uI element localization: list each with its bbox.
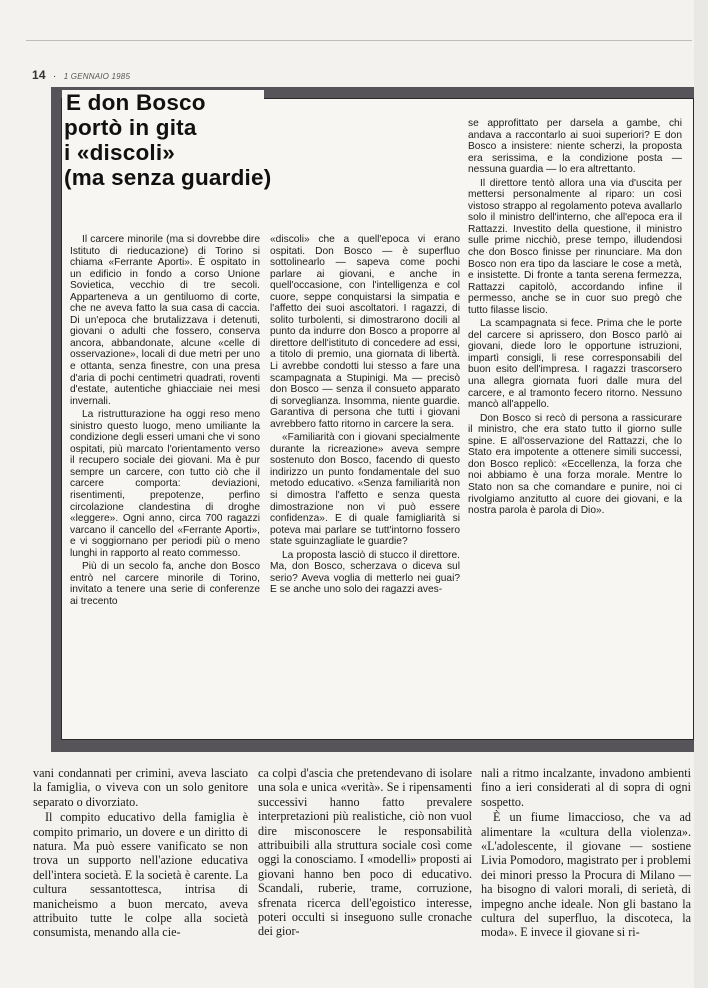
issue-date: 1 GENNAIO 1985 [63, 72, 131, 81]
headline-line: i «discoli» [64, 140, 175, 165]
box-column-1 [70, 234, 260, 610]
paragraph: nali a ritmo incalzante, invadono ambienti fino a ieri considerati al di sopra di ogni sospetto. [481, 766, 691, 809]
page-number: 14 [32, 68, 46, 82]
paragraph: Don Bosco si recò di persona a rassicurare il ministro, che era stato tutto il giorno sulle spine. E all'osservazione del Rattazzi, che lo Stato era impotente a ottenere simili successi, don Bosco replicò: «Eccellenza, la forza che noi abbiamo è una forza morale. Mentre lo Stato non sa che comandare e punire, noi ci rivolgiamo anzitutto al cuore dei giovani, e la nostra parola è parola di Dio». [468, 412, 682, 517]
paragraph: Più di un secolo fa, anche don Bosco entrò nel carcere minorile di Torino, invitato a tenere una serie di conferenze ai trecento [70, 561, 260, 607]
headline-line: E don Bosco [62, 90, 264, 115]
paragraph: se approfittato per darsela a gambe, chi andava a raccontarlo ai suoi superiori? E don Bosco a insistere: niente scherzi, la proposta era serissima, e la condizione posta — nessuna guardia — lo era altrettanto. [468, 118, 682, 176]
headline [64, 90, 272, 190]
page-header [32, 68, 130, 82]
paragraph: ca colpi d'ascia che pretendevano di isolare una sola e unica «verità». Se i ripensamenti successivi hanno fatto prevalere interpretazioni più realistiche, ciò non vuol dire misconoscere le responsabilità attribuibili alla struttura sociale così come oggi la conosciamo. I «modelli» proposti ai giovani hanno ben poco di educativo. Scandali, ruberie, trame, corruzione, sfrenata ricerca dell'egoistico interesse, poteri occulti si inseguono sulle cronache dei gior- [258, 766, 472, 939]
paragraph: Il direttore tentò allora una via d'uscita per mettersi personalmente al riparo: un così vistoso strappo al regolamento poteva avallarlo solo il ministro dell'interno, che all'epoca era il Rattazzi. Investito della questione, il ministro sulle prime nicchiò, prese tempo, illudendosi che don Bosco finisse per rinunciare. Ma don Bosco non era tipo da lasciare le cose a metà, e insistette. Di fronte a tanta serena fermezza, Rattazzi capitolò, accordando infine il permesso, anche se in cuor suo pregò che tutto filasse liscio. [468, 177, 682, 316]
body-column-1 [33, 766, 248, 941]
paragraph: vani condannati per crimini, aveva lasciato la famiglia, o viveva con un solo genitore separato o divorziato. [33, 766, 248, 809]
header-separator: · [52, 70, 57, 82]
paragraph: «discoli» che a quell'epoca vi erano ospitati. Don Bosco — è superfluo sottolinearlo — sapeva come pochi parlare ai giovani, e anche in quell'occasione, con l'intelligenza e col cuore, seppe conquistarsi la simpatia e l'affetto dei suoi ascoltatori. I ragazzi, di solito turbolenti, si dimostrarono docili al punto da indurre don Bosco a proporre al direttore dell'istituto di concedere ad essi, a titolo di premio, una giornata di libertà. Li avrebbe condotti lui stesso a fare una scampagnata a Stupinigi. Ma — precisò don Bosco — senza il consueto apparato di sorveglianza. Insomma, niente guardie. Garantiva di persona che tutti i giovani avrebbero fatto ritorno in carcere la sera. [270, 234, 460, 430]
body-column-3 [481, 766, 691, 941]
top-rule [26, 40, 692, 41]
paragraph: La proposta lasciò di stucco il direttore. Ma, don Bosco, scherzava o diceva sul serio? Aveva voglia di metterlo nei guai? E se anche uno solo dei ragazzi aves- [270, 549, 460, 596]
paragraph: Il carcere minorile (ma si dovrebbe dire Istituto di rieducazione) di Torino si chiama «Ferrante Aporti». È ospitato in un edificio in fondo a corso Unione Sovietica, vecchio di tre secoli. Apparteneva a un gentiluomo di corte, che ne aveva fatto la sua casa di caccia. Di un'epoca che brutalizzava i detenuti, giovani o adulti che fossero, conserva ancora, abbandonate, alcune «celle di osservazione», locali di due metri per uno e ottanta, senza finestre, con una presa d'aria di pochi centimetri quadrati, roventi d'estate, autentiche ghiacciaie nei mesi invernali. [70, 234, 260, 407]
body-column-2 [258, 766, 472, 940]
headline-line: portò in gita [64, 115, 197, 140]
paragraph: È un fiume limaccioso, che va ad alimentare la «cultura della violenza». «L'adolescente, il giovane — sostiene Livia Pomodoro, magistrato per i problemi dei minori presso la Procura di Milano — ha bisogno di valori morali, di serietà, di impegno anche ideale. Non gli bastano la cultura del superfluo, la discoteca, la moda». E invece il giovane si ri- [481, 810, 691, 940]
paragraph: La ristrutturazione ha oggi reso meno sinistro questo luogo, meno umiliante la condizione degli esseri umani che vi sono ospitati, più marcato l'orientamento verso il recupero sociale dei giovani. Ma è pur sempre un carcere, con tutto ciò che il carcere comporta: deviazioni, risentimenti, prepotenze, perfino circolazione clandestina di droghe «leggere». Ogni anno, circa 700 ragazzi varcano il cancello del «Ferrante Aporti», e vi soggiornano per periodi più o meno lunghi in rapporto al reato commesso. [70, 409, 260, 559]
scan-edge [694, 0, 708, 988]
headline-block [64, 90, 272, 190]
paragraph: Il compito educativo della famiglia è compito primario, un dovere e un diritto di natura. Ma può essere vanificato se non trova un supporto nell'azione educativa dell'intera società. E la società è carente. La cultura sessantottesca, intrisa di manicheismo a buon mercato, aveva attribuito tutte le colpe alla società consumista, menando alla cie- [33, 810, 248, 940]
headline-line: (ma senza guardie) [64, 165, 272, 190]
paragraph: La scampagnata si fece. Prima che le porte del carcere si aprissero, don Bosco parlò ai giovani, diede loro le opportune istruzioni, impartì consigli, li rese corresponsabili del buon esito dell'impresa. I ragazzi trascorsero una allegra giornata fuori dalle mura del carcere, e al tramonto fecero ritorno. Nessuno mancò all'appello. [468, 318, 682, 411]
box-column-3 [468, 118, 682, 519]
paragraph: «Familiarità con i giovani specialmente durante la ricreazione» aveva sempre sostenuto don Bosco, facendo di questo indirizzo un punto fondamentale del suo metodo educativo. «Senza familiarità non si dimostra l'affetto e senza questa dimostrazione non vi può essere confidenza». E di quale famigliarità si poteva mai parlare se tutt'intorno fossero state sguinzagliate le guardie? [270, 432, 460, 548]
box-column-2 [270, 234, 460, 598]
